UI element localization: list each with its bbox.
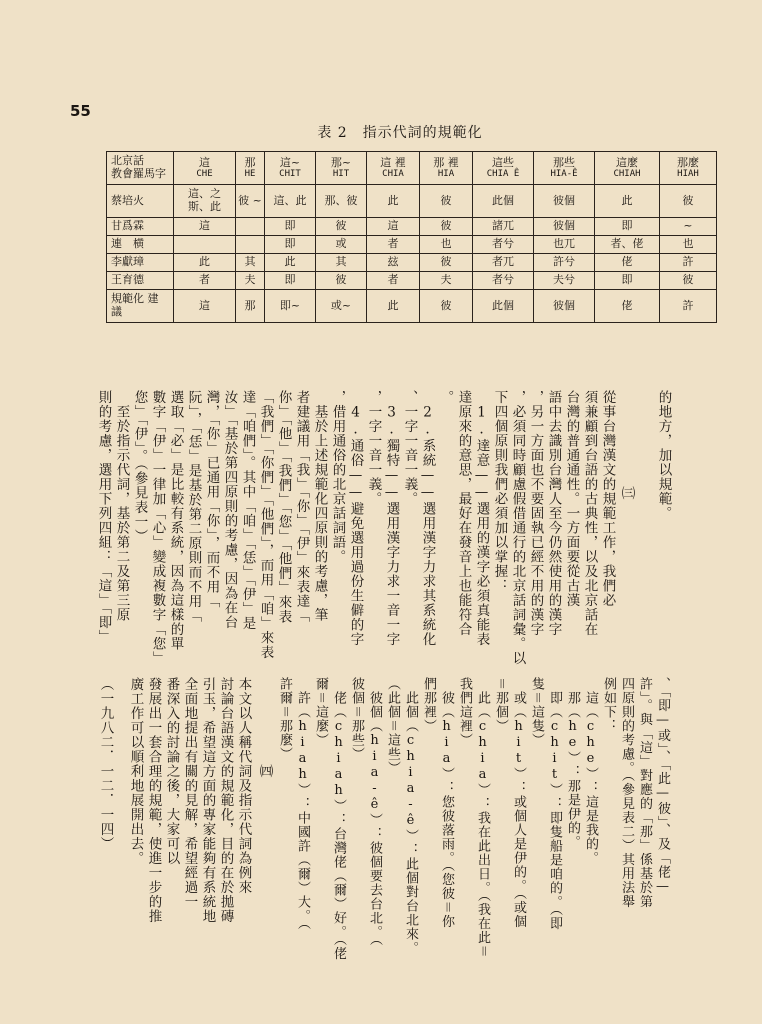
- table-cell: 這: [174, 290, 236, 323]
- section-number: ㈣: [256, 764, 273, 779]
- table-cell: 者兮: [473, 236, 534, 254]
- row-label: 蔡培火: [107, 185, 174, 218]
- text-column: 我們這裡）: [457, 677, 472, 747]
- text-column: 者建議用「我」「你」「伊」來表達「: [293, 390, 310, 623]
- table-cell: 彼: [420, 185, 473, 218]
- text-column: 汝」「基於第四原則的考慮，因為在台: [221, 390, 238, 630]
- text-column: 佬（chiah）：台灣佬（爾）好。（佬: [331, 677, 346, 961]
- text-column: 即（chit）：即隻船是咱的。（即: [547, 677, 562, 931]
- text-column: 數字「伊」一律加「心」變成複數字「您」: [149, 390, 166, 666]
- text-column: 此（chia）：我在此出日。（我在此＝: [475, 677, 490, 959]
- text-column: 3.獨特——選用漢字力求一音一字: [383, 390, 400, 647]
- column-cjk: 這麼: [616, 155, 638, 169]
- column-header: [316, 152, 367, 185]
- text-column: 引玉，希望這方面的專家能夠有系統地: [199, 677, 216, 924]
- table-cell: 也: [660, 236, 717, 254]
- table-header-row: [107, 152, 717, 185]
- table-cell: 其: [236, 254, 265, 272]
- table-cell: 許: [660, 290, 717, 323]
- text-column: 討論台語漢文的規範化，目的在於拋磚: [217, 677, 234, 924]
- table-cell: 佬: [595, 254, 660, 272]
- text-column: 彼個＝那些）: [349, 677, 364, 761]
- text-column: 從事台灣漢文的規範工作，我們必: [599, 390, 616, 608]
- table-row: [107, 185, 717, 218]
- table-cell: 夫: [236, 272, 265, 290]
- demonstrative-pronoun-table: [106, 151, 717, 323]
- column-cjk: 這 裡: [380, 155, 406, 169]
- column-header: [367, 152, 420, 185]
- text-column: 們那裡）: [421, 677, 436, 733]
- table-cell: 此: [174, 254, 236, 272]
- column-cjk: 那~: [330, 155, 352, 169]
- text-column: 下四個原則我們必須加以掌握：: [491, 390, 508, 593]
- column-cjk: 這些: [492, 155, 514, 169]
- table-cell: 這、此: [265, 185, 316, 218]
- table-cell: 這、之 斯、此: [174, 185, 236, 218]
- row-label: 甘爲霖: [107, 218, 174, 236]
- column-cjk: 那麼: [677, 155, 699, 169]
- table-cell: 彼: [420, 254, 473, 272]
- text-column: 那（he）：那是伊的。: [565, 677, 580, 849]
- page-number: 55: [70, 102, 91, 120]
- table-cell: 彼個: [534, 218, 595, 236]
- table-cell: 彼個: [534, 185, 595, 218]
- text-column: 「我們」「你們」「他們」，而用「咱」來表: [257, 390, 274, 660]
- column-cjk: 這: [199, 155, 210, 169]
- column-romanization: HIA: [437, 169, 455, 180]
- table-cell: 或~: [316, 290, 367, 323]
- text-column: 則的考慮，選用下列四組：「這」「即」: [95, 390, 112, 645]
- row-label: 規範化 建 議: [107, 290, 174, 323]
- table-cell: 夫: [420, 272, 473, 290]
- text-column: 全面地提出有關的見解，希望經過一: [181, 677, 198, 909]
- text-column: 阮」，「恁」是基於第二原則而不用「: [185, 390, 202, 623]
- text-column: 1.達意——選用的漢字必須真能表: [473, 390, 490, 647]
- table-cell: [174, 236, 236, 254]
- text-column: 達原來的意思，最好在發音上也能符合: [455, 390, 472, 637]
- text-column: 四原則的考慮。（參見表二）其用法舉: [619, 677, 634, 909]
- column-romanization: CHE: [196, 169, 213, 180]
- column-header: [595, 152, 660, 185]
- column-header: [265, 152, 316, 185]
- table-cell: 彼: [660, 185, 717, 218]
- column-romanization: HIT: [332, 169, 350, 180]
- text-column: 選取「必」是比較有系統，因為這樣的單: [167, 390, 184, 651]
- table-row: [107, 218, 717, 236]
- table-cell: 或: [316, 236, 367, 254]
- table-cell: 諸兀: [473, 218, 534, 236]
- text-column: 此個（chia-ê）：此個對台北來。: [403, 677, 418, 955]
- table-row: [107, 272, 717, 290]
- row-label: 李獻璋: [107, 254, 174, 272]
- text-column: 達「咱們」。其中「咱」「恁」「伊」是: [239, 390, 256, 631]
- table-title: 表 2 指示代詞的規範化: [317, 125, 483, 141]
- table-cell: 此個: [473, 290, 534, 323]
- table-row: [107, 254, 717, 272]
- text-column: 須兼顧到台語的古典性，以及北京話在: [581, 390, 598, 637]
- date-column: （一九八二．一二．一四）: [97, 677, 114, 851]
- table-row: [107, 236, 717, 254]
- text-column: 例如下：: [601, 677, 616, 733]
- table-cell: [236, 236, 265, 254]
- text-column: 彼個（hia-ê）：彼個要去台北。（: [367, 677, 382, 947]
- table-cell: 者: [367, 236, 420, 254]
- table-header-label: [107, 152, 174, 185]
- text-column: 發展出一套合理的規範，使進一步的推: [145, 677, 162, 924]
- text-column: 彼（hia）：您彼落雨。（您彼＝你: [439, 677, 454, 929]
- table-cell: 這: [174, 218, 236, 236]
- text-column: 許（hiah）：中國許（爾）大。（: [295, 677, 310, 931]
- table-cell: 此: [367, 290, 420, 323]
- table-cell: 夫兮: [534, 272, 595, 290]
- table-cell: 者: [367, 272, 420, 290]
- column-header: [174, 152, 236, 185]
- text-column: 你」「他」「我們」「您」「他們」來表: [275, 390, 292, 624]
- text-column: 您」「伊」。（參見表一）: [131, 390, 148, 544]
- table-cell: 彼個: [534, 290, 595, 323]
- text-column: 本文以人稱代詞及指示代詞為例來: [235, 677, 252, 895]
- table-cell: 彼: [660, 272, 717, 290]
- column-romanization: HE: [244, 169, 256, 180]
- column-romanization: CHIT: [279, 169, 301, 180]
- text-column: 、「即—或」、「此—彼」、及「佬—: [655, 677, 670, 895]
- table-cell: 許: [660, 254, 717, 272]
- text-column: 4.通俗——避免選用過份生僻的字: [347, 390, 364, 647]
- text-column: 、一字一音一義。: [401, 390, 418, 506]
- text-column: 語中去識別台灣人至今仍然使用的漢字: [545, 390, 562, 637]
- table-cell: 即: [265, 218, 316, 236]
- column-header: [473, 152, 534, 185]
- header-label-line: 教會羅馬字: [111, 167, 166, 180]
- text-column: 基於上述規範化四原則的考慮，筆: [311, 390, 328, 622]
- text-column: 的地方，加以規範。: [655, 390, 672, 521]
- table-cell: 也兀: [534, 236, 595, 254]
- table-cell: 彼 ~: [236, 185, 265, 218]
- table-row: [107, 290, 717, 323]
- table-cell: 即: [265, 236, 316, 254]
- table-cell: 那: [236, 290, 265, 323]
- table-cell: 即: [265, 272, 316, 290]
- table-cell: 佬: [595, 290, 660, 323]
- section-number: ㈢: [618, 486, 635, 501]
- text-column: 爾＝這麼）: [313, 677, 328, 747]
- column-cjk: 這~: [279, 155, 301, 169]
- column-cjk: 那些: [553, 155, 575, 169]
- text-column: 至於指示代詞，基於第二及第三原: [113, 390, 130, 622]
- text-column: 隻＝這隻）: [529, 677, 544, 747]
- table-cell: ~: [660, 218, 717, 236]
- table-cell: 彼: [316, 218, 367, 236]
- table-cell: 即~: [265, 290, 316, 323]
- text-column: 或（hit）：或個人是伊的。（或個: [511, 677, 526, 929]
- text-column: （此個＝這些）: [385, 677, 400, 775]
- text-column: 灣，「你」已通用「你」，而不用「: [203, 390, 220, 609]
- column-romanization: HIAH: [677, 169, 699, 180]
- text-column: 。: [437, 390, 454, 405]
- table-cell: 那、彼: [316, 185, 367, 218]
- text-column: ，必須同時顧慮假借通行的北京話詞彙。以: [509, 390, 526, 666]
- text-column: 2.系統——選用漢字力求其系統化: [419, 390, 436, 647]
- column-cjk: 那 裡: [433, 155, 459, 169]
- column-romanization: CHIA: [382, 169, 404, 180]
- table-cell: [236, 218, 265, 236]
- table-cell: 彼: [420, 218, 473, 236]
- table-cell: 者、佬: [595, 236, 660, 254]
- text-column: 許爾＝那麼）: [277, 677, 292, 761]
- column-header: [534, 152, 595, 185]
- table-cell: 此: [595, 185, 660, 218]
- table-cell: 彼: [316, 272, 367, 290]
- text-column: 許」。與「這」對應的「那」係基於第: [637, 677, 652, 909]
- table-cell: 此: [265, 254, 316, 272]
- table-cell: 者兮: [473, 272, 534, 290]
- text-column: 廣工作可以順利地展開出去。: [127, 677, 144, 866]
- column-header: [236, 152, 265, 185]
- table-cell: 許兮: [534, 254, 595, 272]
- table-cell: 者: [174, 272, 236, 290]
- table-cell: 此: [367, 185, 420, 218]
- table-cell: 者兀: [473, 254, 534, 272]
- row-label: 連 横: [107, 236, 174, 254]
- text-column: ，一字一音一義。: [365, 390, 382, 506]
- table-cell: 其: [316, 254, 367, 272]
- text-column: 台灣的普通通性。一方面要從古漢: [563, 390, 580, 608]
- column-romanization: HIA-Ê: [550, 169, 578, 180]
- table-cell: 這: [367, 218, 420, 236]
- column-romanization: CHIA Ê: [486, 169, 520, 180]
- table-cell: 彼: [420, 290, 473, 323]
- table-cell: 玆: [367, 254, 420, 272]
- column-header: [660, 152, 717, 185]
- row-label: 王育德: [107, 272, 174, 290]
- column-romanization: CHIAH: [613, 169, 641, 180]
- column-header: [420, 152, 473, 185]
- table-cell: 此個: [473, 185, 534, 218]
- header-label-line: 北京話: [111, 154, 144, 168]
- table-cell: 即: [595, 272, 660, 290]
- text-column: ＝那個）: [493, 677, 508, 733]
- table-cell: 即: [595, 218, 660, 236]
- text-column: ，另一方面也不要固執已經不用的漢字: [527, 390, 544, 637]
- text-column: ，借用通俗的北京話詞語。: [329, 390, 346, 564]
- column-cjk: 那: [244, 155, 256, 169]
- text-column: 番深入的討論之後，大家可以: [163, 677, 180, 866]
- table-cell: 也: [420, 236, 473, 254]
- text-column: 這（che）：這是我的。: [583, 677, 598, 865]
